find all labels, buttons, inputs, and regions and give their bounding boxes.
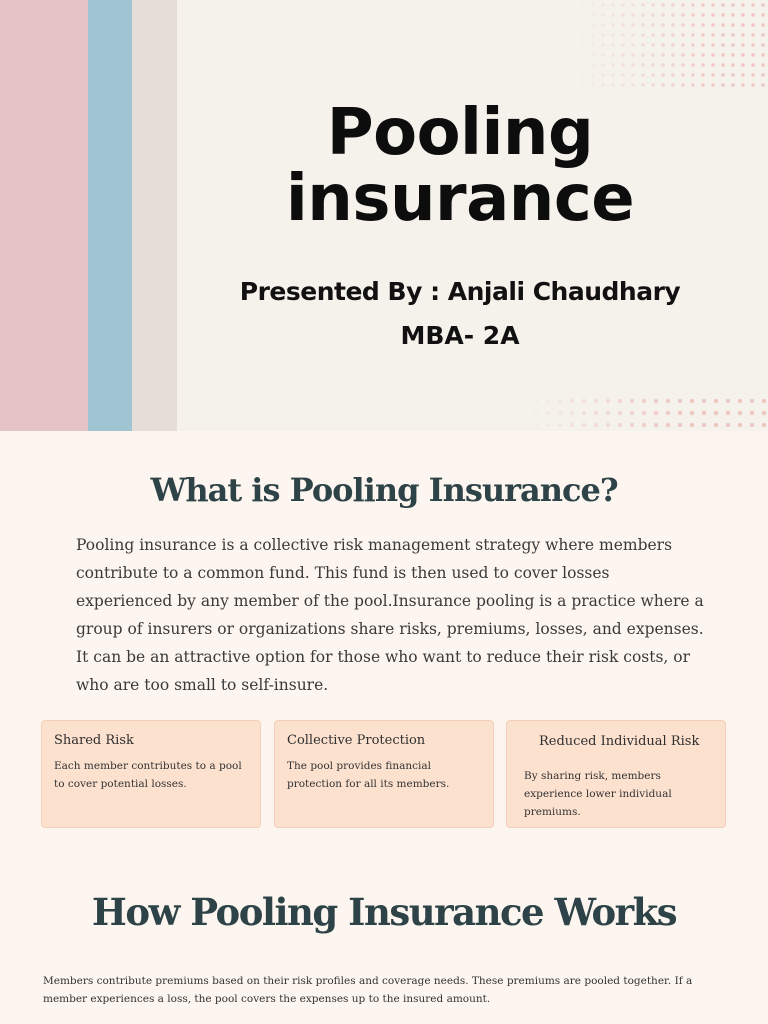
- card-collective-protection: [274, 720, 494, 828]
- card-title: Reduced Individual Risk: [539, 734, 700, 749]
- beige-stripe: [132, 0, 177, 431]
- dot-pattern-top: [568, 0, 768, 90]
- card-text: Each member contributes to a pool to cover potential losses.: [54, 760, 242, 790]
- dot-pattern-bottom: [518, 395, 768, 431]
- how-it-works-paragraph: Members contribute premiums based on their risk profiles and coverage needs. These premiums are pooled together. If a member experiences a loss, the pool covers the expenses up to the insured amount.: [43, 975, 693, 1005]
- blue-stripe: [88, 0, 132, 431]
- pink-stripe: [0, 0, 88, 431]
- card-text: The pool provides financial protection for all its members.: [287, 760, 450, 790]
- presenter-line: Presented By : Anjali Chaudhary: [239, 277, 681, 306]
- card-title: Collective Protection: [287, 733, 426, 748]
- card-title: Shared Risk: [54, 733, 134, 748]
- card-shared-risk: [41, 720, 261, 828]
- card-text: By sharing risk, members experience lower individual premiums.: [524, 770, 672, 818]
- content-slide: [0, 431, 768, 1024]
- class-label: MBA- 2A: [400, 321, 520, 350]
- definition-heading: What is Pooling Insurance?: [150, 471, 618, 509]
- definition-paragraph: Pooling insurance is a collective risk management strategy where members contribute to a common fund. This fund is then used to cover losses experienced by any member of the pool.Insurance pooling is a practice where a group of insurers or organizations share risks, premiums, losses, and expenses. It can be an attractive option for those who want to reduce their risk costs, or who are too small to self-insure.: [76, 536, 704, 694]
- how-it-works-heading: How Pooling Insurance Works: [91, 890, 677, 934]
- card-reduced-individual-risk: [506, 720, 726, 828]
- presentation-title: Pooling insurance: [285, 96, 635, 236]
- title-slide: [0, 0, 768, 431]
